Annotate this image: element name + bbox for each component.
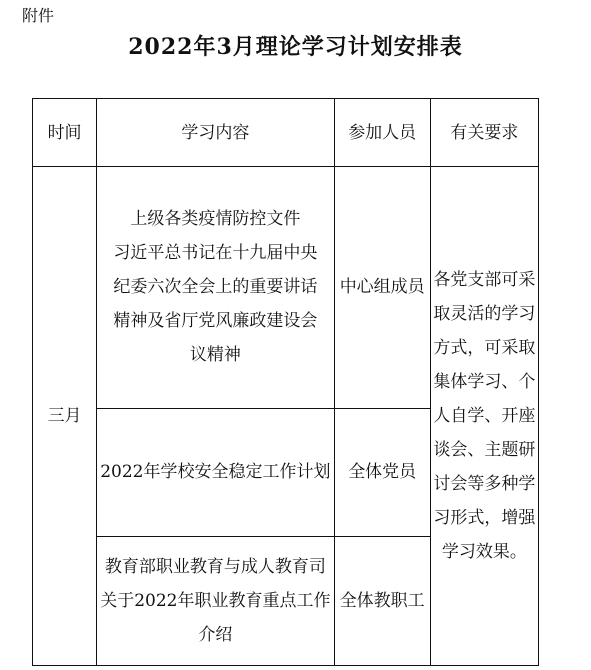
content-line: 纪委六次全会上的重要讲话 (113, 277, 318, 298)
table-header-row (33, 99, 539, 167)
content-line: 习近平总书记在十九届中央 (113, 243, 318, 264)
document-title: 2022年3月理论学习计划安排表 (128, 34, 463, 60)
header-participants: 参加人员 (334, 99, 430, 167)
content-line: 精神及省厅党风廉政建设会 (113, 311, 318, 332)
content-line: 议精神 (189, 345, 241, 366)
header-time: 时间 (33, 99, 97, 167)
attachment-label: 附件 (22, 6, 55, 25)
study-plan-table (32, 98, 539, 666)
header-requirements: 有关要求 (430, 99, 538, 167)
content-line: 上级各类疫情防控文件 (130, 209, 301, 230)
content-cell: 教育部职业教育与成人教育司关于2022年职业教育重点工作介绍 (97, 536, 334, 665)
participants-cell: 全体党员 (334, 408, 430, 536)
table-row (33, 167, 539, 408)
requirements-cell: 各党支部可采取灵活的学习方式，可采取集体学习、个人自学、开座谈会、主题研讨会等多种学习形式，增强学习效果。 (430, 167, 538, 666)
content-cell: 2022年学校安全稳定工作计划 (97, 408, 334, 536)
header-content: 学习内容 (97, 99, 334, 167)
participants-cell: 中心组成员 (334, 167, 430, 408)
time-cell: 三月 (33, 167, 97, 666)
content-cell (97, 167, 334, 408)
participants-cell: 全体教职工 (334, 536, 430, 665)
